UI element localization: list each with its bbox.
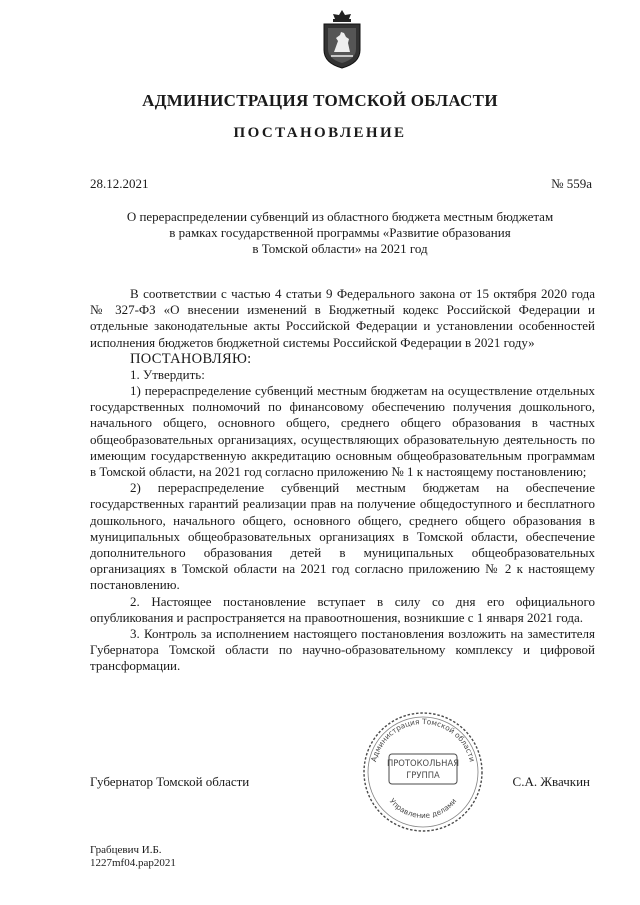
item-1-2-paragraph: 2) перераспределение субвенций местным бюджетам на обеспечение государственных гарантий реализации прав на получение общедоступного и бесплатного дошкольного, начального общего, основного общего, среднего общего образования в муниципальных общеобразовательных организациях в Томской области, обеспечение дополнительного образования детей в муниципальных общеобразовательных организациях в Томской области на 2021 год согласно приложению № 2 к настоящему постановлению. [90,480,595,593]
item-3-paragraph: 3. Контроль за исполнением настоящего постановления возложить на заместителя Губернатора Томской области по научно-образовательному комплексу и цифровой трансформации. [90,626,595,674]
document-type-title: ПОСТАНОВЛЕНИЕ [233,125,407,141]
subject-line: О перераспределении субвенций из областного бюджета местным бюджетам [126,209,554,224]
signer-name: С.А. Жвачкин [512,774,590,789]
item-1-1-paragraph: 1) перераспределение субвенций местным бюджетам на осуществление отдельных государственных полномочий по финансовому обеспечению получения дошкольного, начального общего, основного общего, среднего общего образования в частных общеобразовательных организациях, осуществляющих образовательную деятельность по имеющим государственную аккредитацию основным общеобразовательным программам в Томской области, на 2021 год согласно приложению № 1 к настоящему постановлению; [90,383,595,480]
signer-title: Губернатор Томской области [90,774,250,789]
preamble-paragraph: В соответствии с частью 4 статьи 9 Федерального закона от 15 октября 2020 года № 327-ФЗ «О внесении изменений в Бюджетный кодекс Российской Федерации и отдельные законодательные акты Российской Федерации и установлении особенностей исполнения бюджетов бюджетной системы Российской Федерации в 2021 году» [90,286,595,350]
coat-of-arms-icon [321,8,363,70]
subject-line: в рамках государственной программы «Развитие образования [169,225,511,240]
executor-name: Грабцевич И.Б. [90,844,162,856]
stamp-center-line-2: ГРУППА [406,770,440,780]
item-1-paragraph: 1. Утвердить: [130,366,205,382]
stamp-ring-text: Администрация Томской области [369,716,477,763]
document-body [90,286,595,675]
stamp-center-line-1: ПРОТОКОЛЬНАЯ [386,758,460,768]
protocol-group-stamp [361,710,485,834]
svg-text:Управление делами [388,796,459,820]
resolve-word: ПОСТАНОВЛЯЮ: [130,350,252,367]
document-subject [90,209,590,257]
item-2-paragraph: 2. Настоящее постановление вступает в силу со дня его официального опубликования и распространяется на правоотношения, возникшие с 1 января 2021 года. [90,593,595,625]
document-number: № 559а [551,176,592,191]
file-identifier: 1227mf04.pap2021 [90,857,176,869]
subject-line: в Томской области» на 2021 год [252,241,428,256]
stamp-bottom-text: Управление делами [387,796,459,821]
document-date: 28.12.2021 [90,176,149,191]
svg-text:Администрация Томской области [369,717,477,763]
organization-title: АДМИНИСТРАЦИЯ ТОМСКОЙ ОБЛАСТИ [142,91,498,110]
